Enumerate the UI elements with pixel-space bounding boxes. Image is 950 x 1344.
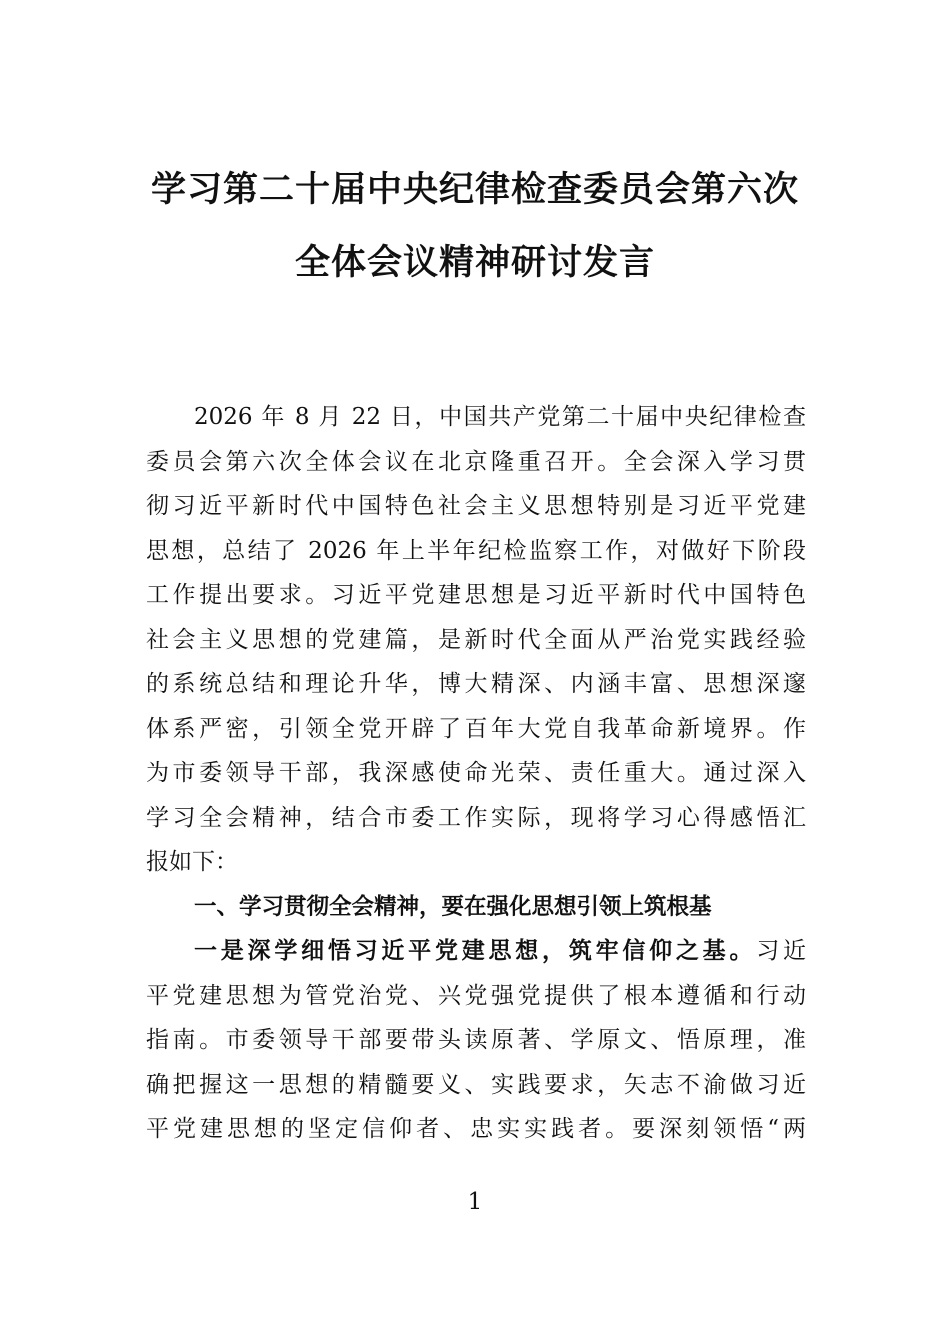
paragraph-2 [146, 929, 806, 1152]
paragraph-line: 为市委领导干部，我深感使命光荣、责任重大。通过深入 [146, 760, 806, 786]
paragraph-line: 2026 年 8 月 22 日，中国共产党第二十届中央纪律检查 [194, 404, 806, 430]
paragraph-line: 彻习近平新时代中国特色社会主义思想特别是习近平党建 [146, 493, 806, 519]
document-title-line-2: 全体会议精神研讨发言 [294, 243, 655, 283]
paragraph-lead-rest: 习近 [756, 938, 807, 964]
paragraph-line: 学习全会精神，结合市委工作实际，现将学习心得感悟汇 [146, 804, 806, 831]
paragraph-line: 指南。市委领导干部要带头读原著、学原文、悟原理，准 [146, 1027, 806, 1053]
paragraph-line: 确把握这一思想的精髓要义、实践要求，矢志不渝做习近 [146, 1071, 806, 1098]
paragraph-line: 平党建思想的坚定信仰者、忠实实践者。要深刻领悟“两 [146, 1116, 806, 1142]
paragraph-line: 报如下： [146, 849, 238, 875]
paragraph-line: 思想，总结了 2026 年上半年纪检监察工作，对做好下阶段 [146, 537, 806, 564]
section-heading-1: 一、学习贯彻全会精神，要在强化思想引领上筑根基 [194, 893, 712, 920]
paragraph-line: 工作提出要求。习近平党建思想是习近平新时代中国特色 [146, 582, 806, 608]
document-title-line-1: 学习第二十届中央纪律检查委员会第六次 [150, 170, 799, 210]
paragraph-line: 体系严密，引领全党开辟了百年大党自我革命新境界。作 [146, 715, 806, 742]
page-number: 1 [467, 1189, 483, 1215]
paragraph-line: 委员会第六次全体会议在北京隆重召开。全会深入学习贯 [146, 448, 806, 475]
paragraph-lead-bold: 一是深学细悟习近平党建思想，筑牢信仰之基。 [194, 938, 757, 964]
document-body [146, 395, 806, 1152]
paragraph-lead-line [146, 929, 806, 974]
paragraph-line: 社会主义思想的党建篇，是新时代全面从严治党实践经验 [146, 626, 806, 653]
paragraph-1 [146, 395, 806, 885]
paragraph-line: 平党建思想为管党治党、兴党强党提供了根本遵循和行动 [146, 982, 806, 1009]
paragraph-line: 的系统总结和理论升华，博大精深、内涵丰富、思想深邃 [146, 671, 806, 697]
